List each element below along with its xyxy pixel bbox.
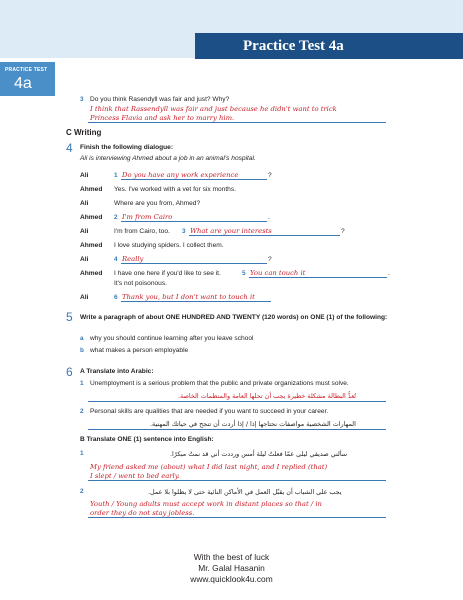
option-letter: b xyxy=(80,347,84,354)
q6-number: 6 xyxy=(66,365,73,379)
answer-rule xyxy=(121,179,267,180)
speaker: Ahmed xyxy=(80,186,103,193)
dialogue-answer: What are your interests xyxy=(190,227,272,235)
answer-rule xyxy=(249,277,387,278)
q3-answer-line1: I think that Rassendyll was fair and just because he didn't want to trick xyxy=(90,105,337,113)
b1-text: سألني صديقي ليلى عمّا فعلتُ ليلة أمس ورددت أني قد نمتُ مبكرًا. xyxy=(170,450,348,458)
footer-line1: With the best of luck xyxy=(193,552,270,562)
section-title-writing: C Writing xyxy=(66,128,102,137)
footer-line3: www.quicklook4u.com xyxy=(190,574,273,584)
dialogue-suffix: . xyxy=(268,214,270,221)
dialogue-answer: Thank you, but I don't want to touch it xyxy=(122,293,255,301)
a2-number: 2 xyxy=(80,408,84,415)
a2-text: Personal skills are qualities that are needed if you want to succeed in your career. xyxy=(90,408,329,415)
practice-test-tab xyxy=(0,62,55,96)
b1-number: 1 xyxy=(80,450,84,457)
a1-text: Unemployment is a serious problem that the public and private organizations must solve. xyxy=(90,380,349,387)
b1-answer-line2: I slept / went to bed early. xyxy=(90,472,180,480)
footer-line2: Mr. Galal Hasanin xyxy=(198,563,265,573)
dialogue-text: I love studying spiders. I collect them. xyxy=(114,242,224,249)
practice-test-label: PRACTICE TEST xyxy=(5,67,48,73)
translate-a-title: A Translate into Arabic: xyxy=(80,368,154,375)
dialogue-text: I'm from Cairo, too. xyxy=(114,228,170,235)
dialogue-text-cont: It's not poisonous. xyxy=(114,280,167,287)
answer-rule xyxy=(121,301,271,302)
answer-rule xyxy=(121,263,267,264)
q4-number: 4 xyxy=(66,141,73,155)
q4-title: Finish the following dialogue: xyxy=(80,144,174,151)
blank-number: 5 xyxy=(242,270,246,277)
answer-rule xyxy=(88,517,386,518)
answer-rule xyxy=(189,235,340,236)
speaker: Ali xyxy=(80,294,89,301)
speaker: Ali xyxy=(80,228,89,235)
blank-number: 1 xyxy=(114,172,118,179)
answer-rule xyxy=(121,221,267,222)
b2-number: 2 xyxy=(80,488,84,495)
dialogue-suffix: ? xyxy=(268,256,272,263)
answer-rule xyxy=(88,480,386,481)
blank-number: 2 xyxy=(114,214,118,221)
speaker: Ali xyxy=(80,256,89,263)
dialogue-text: Where are you from, Ahmed? xyxy=(114,200,201,207)
b1-answer-line1: My friend asked me (about) what I did last night, and I replied (that) xyxy=(90,463,328,471)
dialogue-suffix: ? xyxy=(268,172,272,179)
q5-number: 5 xyxy=(66,310,73,324)
dialogue-suffix: . xyxy=(388,270,390,277)
b2-answer-line2: order they do not stay jobless. xyxy=(90,509,195,517)
option-text: why you should continue learning after you leave school xyxy=(90,335,254,342)
practice-test-number: 4a xyxy=(14,75,32,92)
answer-rule xyxy=(88,122,386,123)
blank-number: 3 xyxy=(182,228,186,235)
blank-number: 6 xyxy=(114,294,118,301)
dialogue-text: I have one here if you'd like to see it. xyxy=(114,270,221,277)
dialogue-answer: Really xyxy=(122,255,144,263)
speaker: Ahmed xyxy=(80,270,103,277)
blank-number: 4 xyxy=(114,256,118,263)
answer-rule xyxy=(88,401,386,402)
a2-answer: المهارات الشخصية مواصفات نحتاجها إذا / إذا أردت أن تنجح في حياتك المهنية. xyxy=(150,420,356,428)
speaker: Ali xyxy=(80,200,89,207)
b2-text: يجب على الشباب أن يقبّل العمل في الأماكن النائية حتى لا يظلوا بلا عمل. xyxy=(148,488,342,496)
q3-question: Do you think Rasendyll was fair and just? Why? xyxy=(90,96,230,103)
option-letter: a xyxy=(80,335,84,342)
q3-answer-line2: Princess Flavia and ask her to marry him. xyxy=(90,114,235,122)
answer-rule xyxy=(88,429,386,430)
option-text: what makes a person employable xyxy=(90,347,189,354)
page-title: Practice Test 4a xyxy=(195,33,463,59)
dialogue-answer: Do you have any work experience xyxy=(122,171,239,179)
dialogue-answer: You can touch it xyxy=(250,269,306,277)
q4-intro: Ali is interviewing Ahmed about a job in an animal's hospital. xyxy=(80,155,256,162)
speaker: Ahmed xyxy=(80,214,103,221)
q5-title: Write a paragraph of about ONE HUNDRED AND TWENTY (120 words) on ONE (1) of the following: xyxy=(80,314,388,321)
speaker: Ali xyxy=(80,172,89,179)
q3-number: 3 xyxy=(80,96,84,103)
speaker: Ahmed xyxy=(80,242,103,249)
dialogue-suffix: ? xyxy=(341,228,345,235)
translate-b-title: B Translate ONE (1) sentence into English: xyxy=(80,436,214,443)
a1-number: 1 xyxy=(80,380,84,387)
a1-answer: تُعدُّ البطالة مشكلة خطيرة يجب أن تحلها العامة والمنظمات الخاصة. xyxy=(178,392,357,400)
dialogue-text: Yes. I've worked with a vet for six months. xyxy=(114,186,236,193)
b2-answer-line1: Youth / Young adults must accept work in distant places so that / in xyxy=(90,500,322,508)
dialogue-answer: I'm from Cairo xyxy=(122,213,173,221)
